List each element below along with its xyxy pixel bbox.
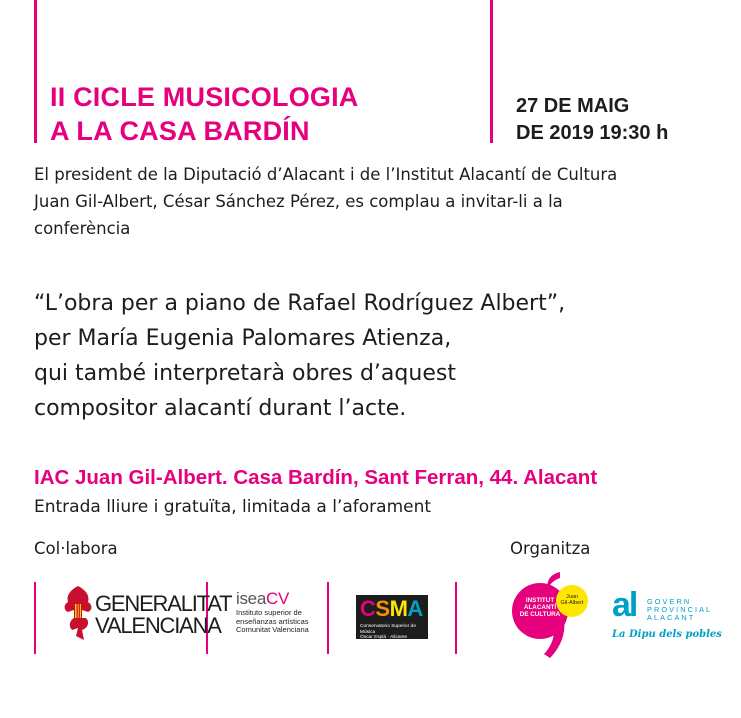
isea-sub-line-3: Comunitat Valenciana <box>236 625 309 634</box>
csma-subtitle <box>360 624 426 641</box>
intro-line-1: El president de la Diputació d’Alacant i de l’Institut Alacantí de Cultura <box>34 165 618 184</box>
diputacio-mark: al <box>612 586 637 624</box>
organitza-label: Organitza <box>510 539 591 558</box>
iac-line-2: ALACANTÍ <box>523 604 557 611</box>
isea-sub-line-1: Instituto superior de <box>236 608 302 617</box>
date-line-1: 27 DE MAIG <box>516 95 630 117</box>
csma-letters <box>360 596 423 621</box>
invitation-intro <box>34 161 694 242</box>
csma-sub-line-1: Conservatorio Superior de Música <box>360 624 416 635</box>
isea-text: isea <box>236 589 266 608</box>
lecture-line-3: qui també interpretarà obres d’aquest <box>34 361 456 386</box>
header-right-rule <box>490 0 493 143</box>
intro-line-2: Juan Gil-Albert, César Sánchez Pérez, es complau a invitar-li a la <box>34 192 563 211</box>
csma-letter: C <box>360 596 376 621</box>
collabora-label: Col·labora <box>34 539 118 558</box>
iac-line-1: INSTITUT <box>525 597 555 604</box>
csma-letter: M <box>389 596 408 621</box>
page-title <box>50 80 359 148</box>
entry-info: Entrada lliure i gratuïta, limitada a l’aforament <box>34 497 432 517</box>
isea-sub-line-2: enseñanzas artísticas <box>236 616 309 626</box>
iseacv-wordmark <box>236 590 309 608</box>
csma-sub-line-2: Óscar Esplá · Alicante <box>360 635 408 640</box>
logo-divider-4 <box>455 582 457 654</box>
diputacio-slogan: La Dipu dels pobles <box>612 629 722 640</box>
lecture-line-2: per María Eugenia Palomares Atienza, <box>34 326 452 351</box>
lecture-line-1: “L’obra per a piano de Rafael Rodríguez Albert”, <box>34 291 566 316</box>
date-line-2: DE 2019 19:30 h <box>516 122 669 144</box>
iac-name-line-1: Juan <box>566 594 578 600</box>
gv-line-2: VALENCIANA <box>95 613 221 638</box>
gv-wordmark <box>95 593 231 637</box>
title-line-2: A LA CASA BARDÍN <box>50 116 310 146</box>
dip-line-2: PROVINCIAL <box>647 605 713 615</box>
lecture-description <box>34 286 714 426</box>
gv-line-1: GENERALITAT <box>95 591 232 616</box>
csma-letter: A <box>407 596 423 621</box>
iac-line-3: DE CULTURA <box>519 611 561 618</box>
iac-name-line-2: Gil-Albert <box>560 600 584 606</box>
iac-name <box>556 594 588 606</box>
event-date <box>516 93 668 147</box>
gv-emblem-icon <box>60 584 96 642</box>
intro-line-3: conferència <box>34 219 131 238</box>
csma-wordmark <box>360 598 423 620</box>
iseacv-logo <box>236 590 309 635</box>
dip-line-1: GOVERN <box>647 597 692 606</box>
header-left-rule <box>34 0 37 143</box>
lecture-line-4: compositor alacantí durant l’acte. <box>34 396 407 421</box>
logo-divider-3 <box>327 582 329 654</box>
csma-letter: S <box>375 596 390 621</box>
iseacv-subtitle <box>236 609 309 635</box>
logo-divider-1 <box>34 582 36 654</box>
generalitat-valenciana-logo <box>60 584 232 644</box>
iac-yellow-circle <box>556 585 588 617</box>
title-line-1: II CICLE MUSICOLOGIA <box>50 82 359 112</box>
csma-logo <box>356 595 428 639</box>
cv-text: CV <box>266 589 290 608</box>
dip-line-3: ALACANT <box>647 613 696 623</box>
diputacio-wordmark <box>647 598 712 623</box>
venue-address: IAC Juan Gil-Albert. Casa Bardín, Sant Ferran, 44. Alacant <box>34 466 598 489</box>
